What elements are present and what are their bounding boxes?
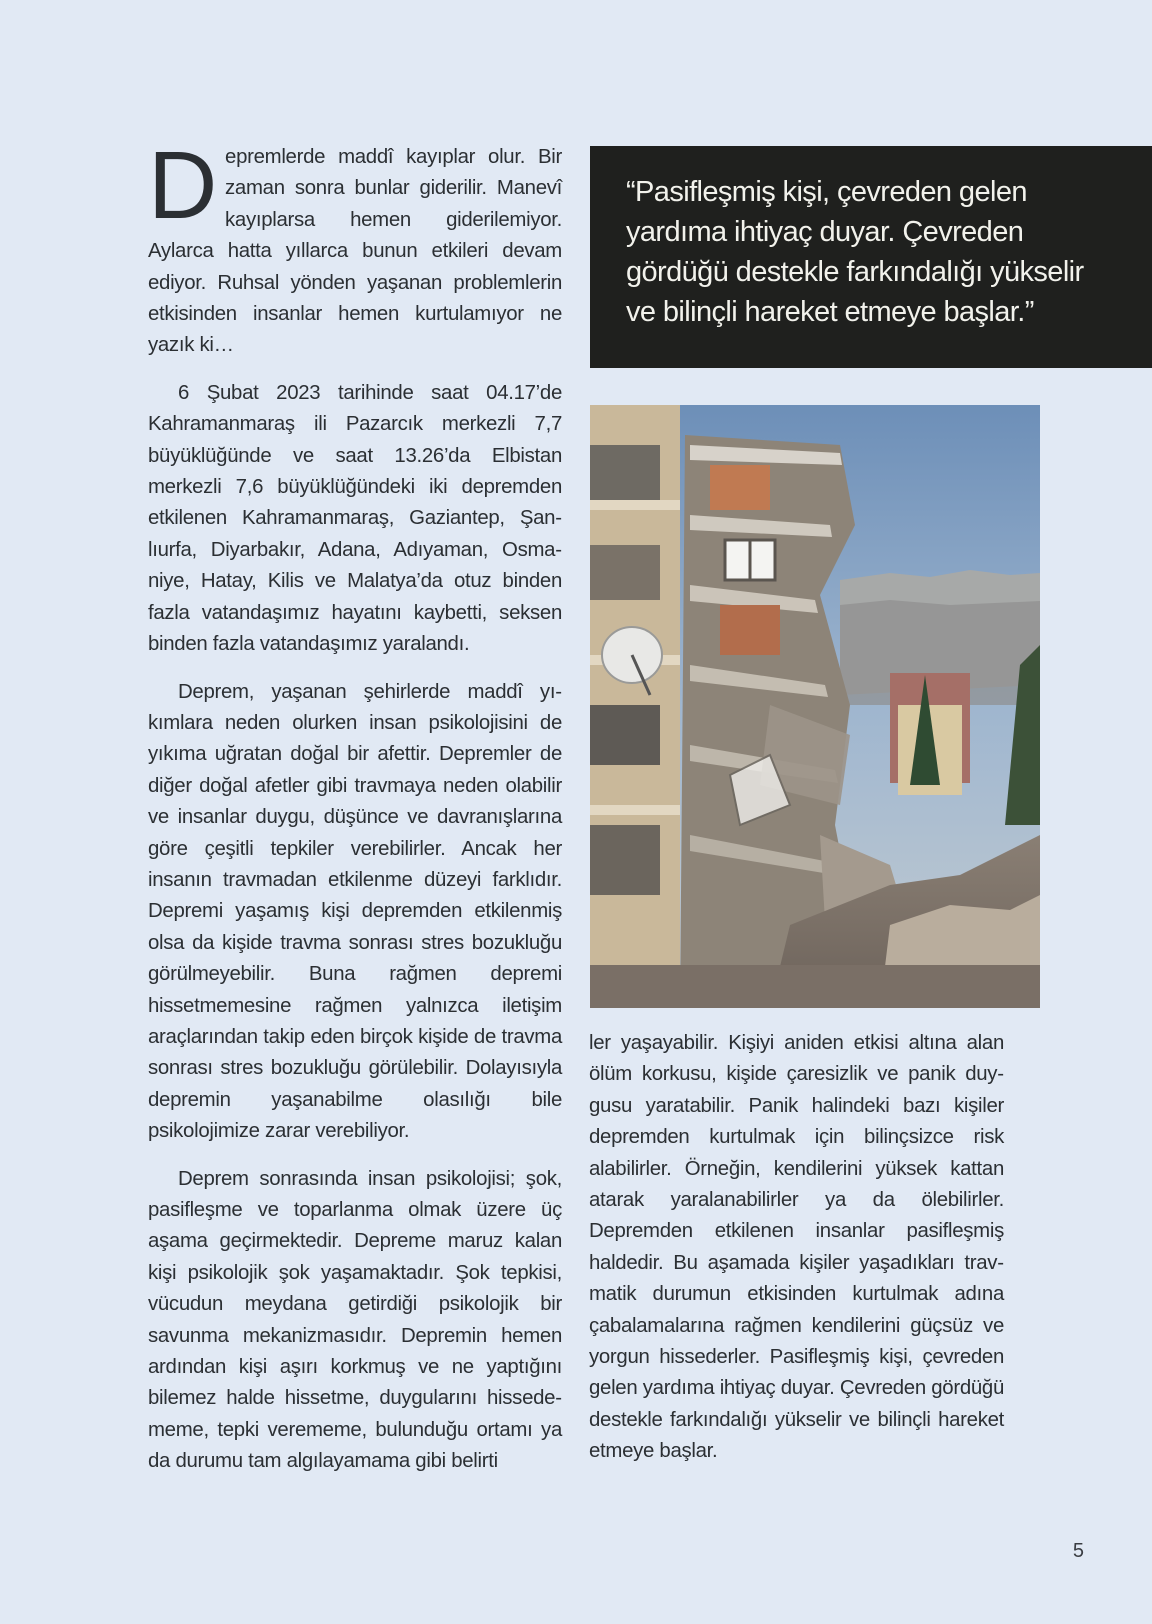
article-paragraph-3: Deprem, yaşanan şehirlerde maddî yıkımlara neden olurken insan psikolojisini de yıkıma uğratan doğal bir afettir. Depremler de diğer doğal afetler gibi travmaya neden olabilir ve insanlar duygu, düşünce ve davranışlarına göre çeşitli tepkiler verebilirler. Ancak her insanın travmadan etkilenme düzeyi farklıdır. Depremi yaşamış kişi depremden etkilenmiş olsa da kişide travma sonrası stres bozukluğu görülmeyebilir. Buna rağmen depremi hissetmemesine rağmen yalnızca iletişim araçlarından takip eden birçok kişide de travma sonrası stres bozukluğu görülebilir. Dolayısıyla depremin yaşanabilme olasılığı bile psikolojimize zarar verebiliyor.: [148, 680, 562, 1143]
pull-quote-text: “Pasifleşmiş kişi, çevreden gelen yardıma ihtiyaç duyar. Çevreden gördüğü destekle farkındalığı yükselir ve bilinçli hareket etmeye başlar.”: [626, 176, 1084, 328]
article-right-column: [589, 1028, 1004, 1484]
earthquake-damaged-building-photo: [590, 405, 1040, 1008]
photo-illustration: [590, 405, 1040, 1008]
article-paragraph-4: Deprem sonrasında insan psikolojisi; şok, pasifleşme ve toparlanma olmak üzere üç aşama geçirmektedir. Depreme maruz kalan kişi psikolojik şok yaşamaktadır. Şok tepkisi, vücudun meydana getirdiği psikolojik bir savunma mekanizmasıdır. Depremin hemen ardından kişi aşırı korkmuş ve ne yaptığını bilemez halde hissetme, duygularını hissedememe, tepki verememe, bulunduğu ortamı ya da durumu tam algılayamama gibi belirti: [148, 1167, 562, 1473]
article-paragraph-5: ler yaşayabilir. Kişiyi aniden etkisi altına alan ölüm korkusu, kişide çaresizlik ve panik duygusu yaratabilir. Panik halindeki bazı kişiler depremden kurtulmak için bilinçsizce risk alabilirler. Örneğin, kendilerini yüksek kattan atarak yaralanabilirler ya da ölebilirler. Depremden etkilenen insanlar pasifleşmiş haldedir. Bu aşamada kişiler yaşadıkları travmatik durumun etkisinden kurtulmak adına çabalamalarına rağmen kendilerini güçsüz ve yorgun hissederler. Pasifleşmiş kişi, çevreden gelen yardıma ihtiyaç duyar. Çevreden gördüğü destekle farkındalığı yükselir ve bilinçli hareket etmeye başlar.: [589, 1032, 1004, 1463]
page-number: 5: [1072, 1540, 1084, 1562]
article-paragraph-2: 6 Şubat 2023 tarihinde saat 04.17’de Kahramanmaraş ili Pazarcık merkezli 7,7 büyüklüğünde ve saat 13.26’da Elbistan merkezli 7,6 büyüklüğündeki iki depremden etkilenen Kahramanmaraş, Gaziantep, Şanlıurfa, Diyarbakır, Adana, Adıyaman, Osmaniye, Hatay, Kilis ve Malatya’da otuz binden fazla vatandaşımız hayatını kaybetti, seksen binden fazla vatandaşımız yaralandı.: [148, 381, 562, 656]
drop-cap: D: [148, 132, 218, 239]
pull-quote-box: [590, 146, 1152, 368]
article-paragraph-1: [148, 132, 562, 362]
paragraph-1-text: epremlerde maddî kayıplar olur. Bir zaman sonra bunlar giderilir. Manevî kayıplarsa hemen giderilemiyor. Aylarca hatta yıllarca bunun etkileri devam ediyor. Ruhsal yönden yaşanan problemlerin etkisinden insanlar hemen kurtulamıyor ne yazık ki…: [148, 146, 562, 357]
article-left-column: [148, 132, 562, 1494]
